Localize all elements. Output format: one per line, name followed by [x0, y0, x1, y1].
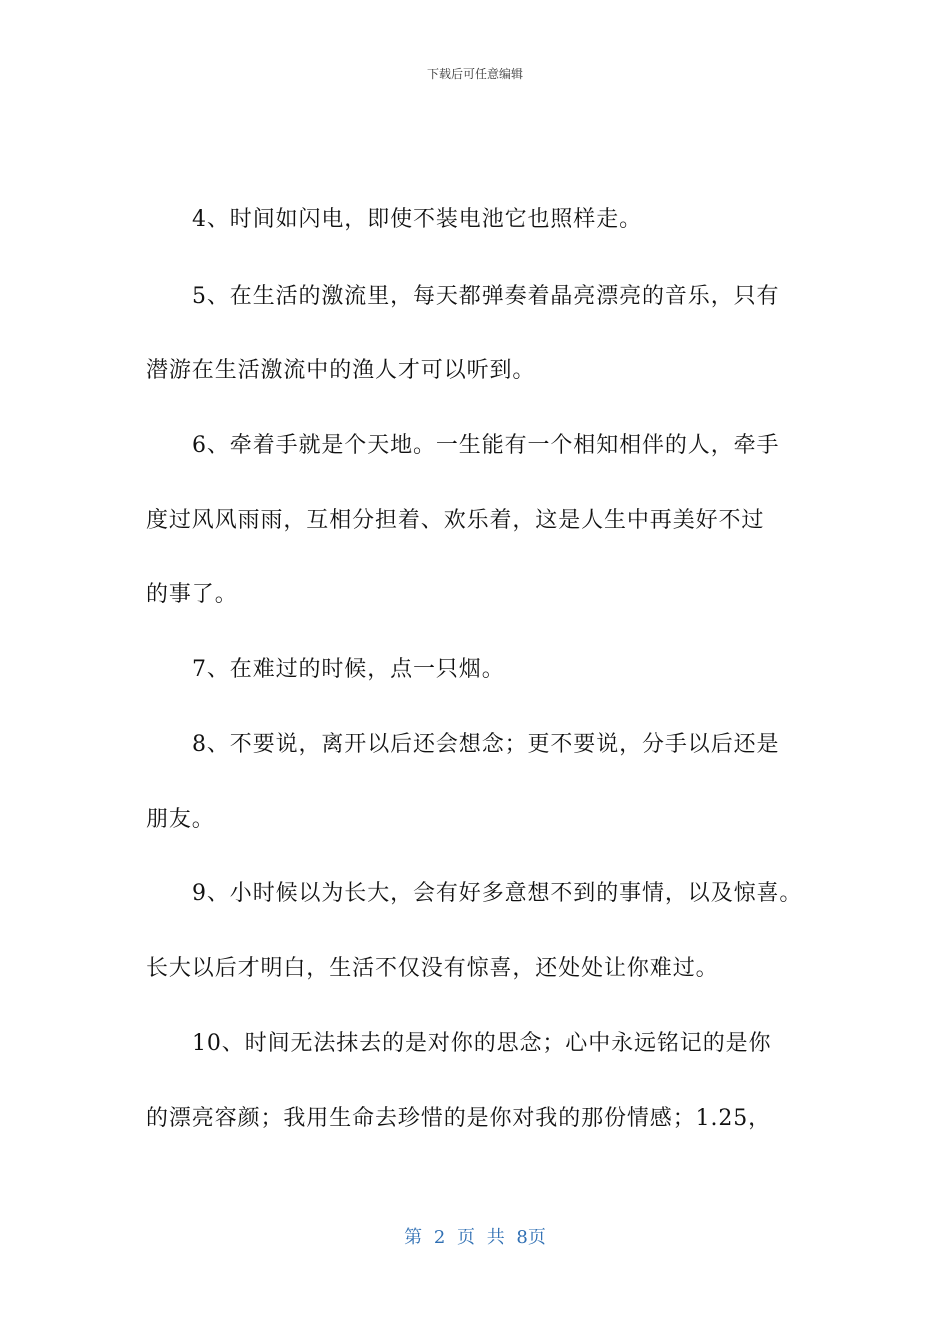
paragraph-line: 潜游在生活激流中的渔人才可以听到。: [146, 358, 536, 383]
page-number-footer: 第 2 页 共 8页: [404, 1227, 546, 1248]
paragraph-line: 的事了。: [146, 582, 238, 607]
paragraph-line: 5、在生活的激流里，每天都弹奏着晶亮漂亮的音乐，只有: [192, 284, 780, 309]
page-header: 下载后可任意编辑: [426, 67, 523, 81]
paragraph-line: 7、在难过的时候，点一只烟。: [192, 657, 505, 682]
paragraph-line: 9、小时候以为长大，会有好多意想不到的事情，以及惊喜。: [192, 881, 803, 906]
paragraph-line: 10、时间无法抹去的是对你的思念；心中永远铭记的是你: [192, 1031, 772, 1056]
paragraph-line: 长大以后才明白，生活不仅没有惊喜，还处处让你难过。: [146, 956, 719, 981]
paragraph-line: 朋友。: [146, 807, 215, 832]
paragraph-line: 8、不要说，离开以后还会想念；更不要说，分手以后还是: [192, 732, 780, 757]
paragraph-line: 4、时间如闪电，即使不装电池它也照样走。: [192, 207, 642, 232]
paragraph-line: 度过风风雨雨，互相分担着、欢乐着，这是人生中再美好不过: [146, 508, 765, 533]
paragraph-line: 6、牵着手就是个天地。一生能有一个相知相伴的人，牵手: [192, 433, 780, 458]
paragraph-line: 的漂亮容颜；我用生命去珍惜的是你对我的那份情感；1.25，: [146, 1106, 772, 1131]
